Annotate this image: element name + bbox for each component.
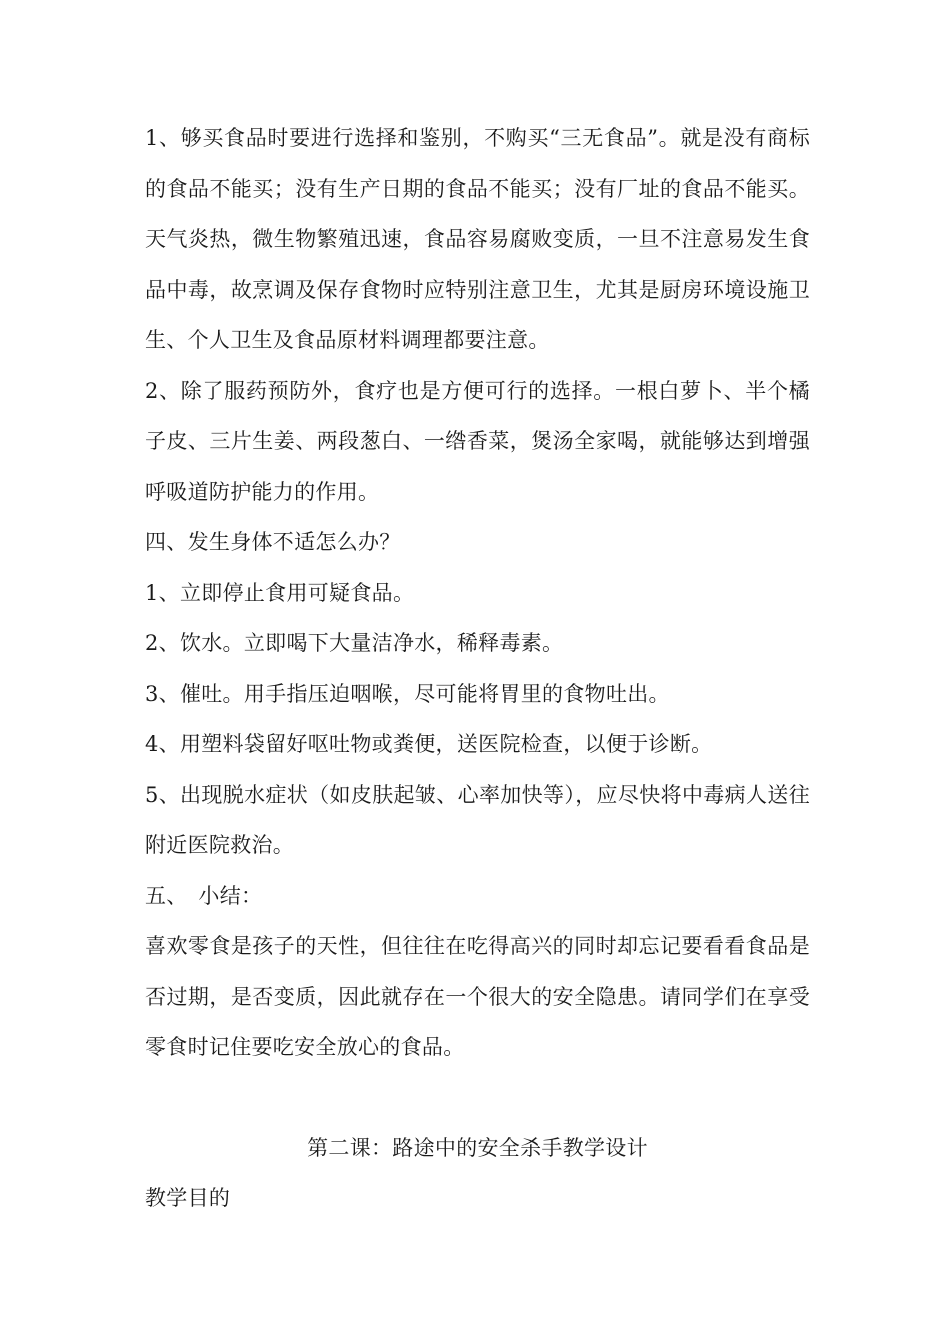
list-item-stop-eating: 1、立即停止食用可疑食品。: [145, 580, 415, 605]
list-item-keep-sample: 4、用塑料袋留好呕吐物或粪便，送医院检查，以便于诊断。: [145, 732, 713, 756]
paragraph-food-purchase: 1、够买食品时要进行选择和鉴别，不购买“三无食品”。就是没有商标的食品不能买；没有生产日期的食品不能买；没有厂址的食品不能买。天气炎热，微生物繁殖迅速，食品容易腐败变质，一旦不注意易发生食品中毒，故烹调及保存食物时应特别注意卫生，尤其是厨房环境设施卫生、个人卫生及食品原材料调理都要注意。: [145, 126, 810, 352]
list-item-drink-water: 2、饮水。立即喝下大量洁净水，稀释毒素。: [145, 631, 564, 655]
lesson-title: 第二课：路途中的安全杀手教学设计: [307, 1135, 648, 1160]
heading-discomfort: 四、发生身体不适怎么办？: [145, 530, 401, 554]
heading-summary: 五、 小结：: [145, 883, 263, 908]
list-item-induce-vomit: 3、催吐。用手指压迫咽喉，尽可能将胃里的食物吐出。: [145, 681, 670, 706]
section-heading-objectives: 教学目的: [145, 1186, 231, 1210]
paragraph-diet-therapy: 2、除了服药预防外，食疗也是方便可行的选择。一根白萝卜、半个橘子皮、三片生姜、两段葱白、一绺香菜，煲汤全家喝，就能够达到增强呼吸道防护能力的作用。: [145, 378, 810, 504]
paragraph-summary: 喜欢零食是孩子的天性，但往往在吃得高兴的同时却忘记要看看食品是否过期，是否变质，因此就存在一个很大的安全隐患。请同学们在享受零食时记住要吃安全放心的食品。: [145, 934, 810, 1059]
list-item-dehydration: 5、出现脱水症状（如皮肤起皱、心率加快等），应尽快将中毒病人送往附近医院救治。: [145, 782, 810, 857]
blank-line: [145, 1073, 810, 1123]
document-body: [145, 113, 810, 1224]
